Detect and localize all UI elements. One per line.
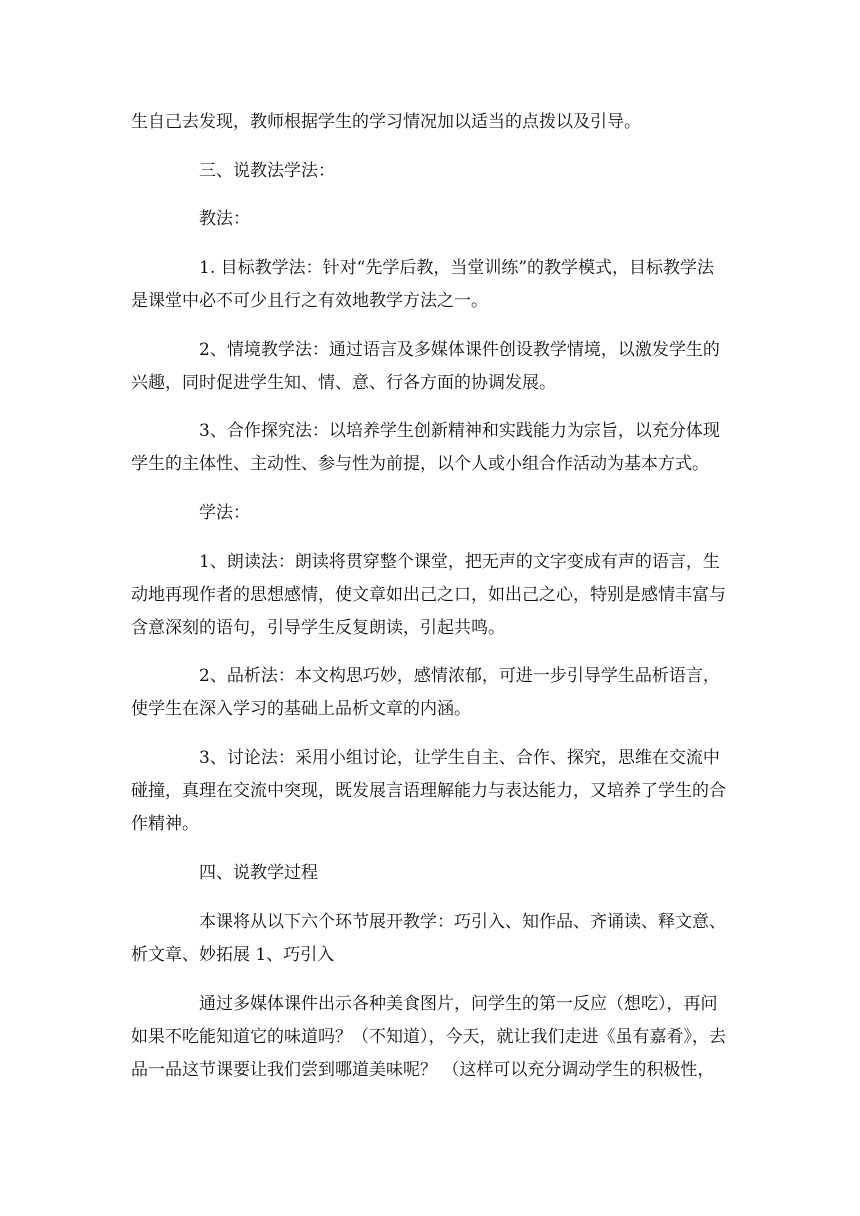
text-line: 生自己去发现，教师根据学生的学习情况加以适当的点拨以及引导。 (131, 112, 641, 132)
text-line: 兴趣，同时促进学生知、情、意、行各方面的协调发展。 (131, 373, 556, 393)
text-line: 1. 目标教学法：针对“先学后教，当堂训练”的教学模式，目标教学法 (199, 258, 715, 278)
text-line: 1、朗读法：朗读将贯穿整个课堂，把无声的文字变成有声的语言，生 (199, 552, 720, 572)
section-heading: 三、说教法学法： (199, 161, 335, 181)
sub-heading: 学法： (199, 503, 250, 523)
text-line: 2、品析法：本文构思巧妙，感情浓郁，可进一步引导学生品析语言， (199, 666, 720, 686)
text-line: 品一品这节课要让我们尝到哪道美味呢？ （这样可以充分调动学生的积极性， (131, 1060, 715, 1080)
text-line: 通过多媒体课件出示各种美食图片，问学生的第一反应（想吃），再问 (199, 994, 718, 1014)
text-line: 学生的主体性、主动性、参与性为前提，以个人或小组合作活动为基本方式。 (131, 454, 709, 474)
text-line: 碰撞，真理在交流中突现，既发展言语理解能力与表达能力，又培养了学生的合 (131, 781, 726, 801)
text-line: 使学生在深入学习的基础上品析文章的内涵。 (131, 699, 471, 719)
text-line: 3、讨论法：采用小组讨论，让学生自主、合作、探究，思维在交流中 (199, 748, 720, 768)
text-line: 3、合作探究法：以培养学生创新精神和实践能力为宗旨，以充分体现 (199, 421, 720, 441)
text-line: 如果不吃能知道它的味道吗？（不知道），今天，就让我们走进《虽有嘉肴》，去 (131, 1027, 726, 1047)
text-line: 动地再现作者的思想感情，使文章如出己之口，如出己之心，特别是感情丰富与 (131, 585, 726, 605)
text-line: 2、情境教学法：通过语言及多媒体课件创设教学情境，以激发学生的 (199, 340, 720, 360)
section-heading: 四、说教学过程 (199, 863, 318, 883)
text-line: 本课将从以下六个环节展开教学：巧引入、知作品、齐诵读、释文意、 (199, 912, 726, 932)
text-line: 是课堂中必不可少且行之有效地教学方法之一。 (131, 291, 488, 311)
sub-heading: 教法： (199, 209, 250, 229)
text-line: 作精神。 (131, 814, 199, 834)
text-line: 析文章、妙拓展 1、巧引入 (131, 945, 335, 965)
text-line: 含意深刻的语句，引导学生反复朗读，引起共鸣。 (131, 618, 505, 638)
